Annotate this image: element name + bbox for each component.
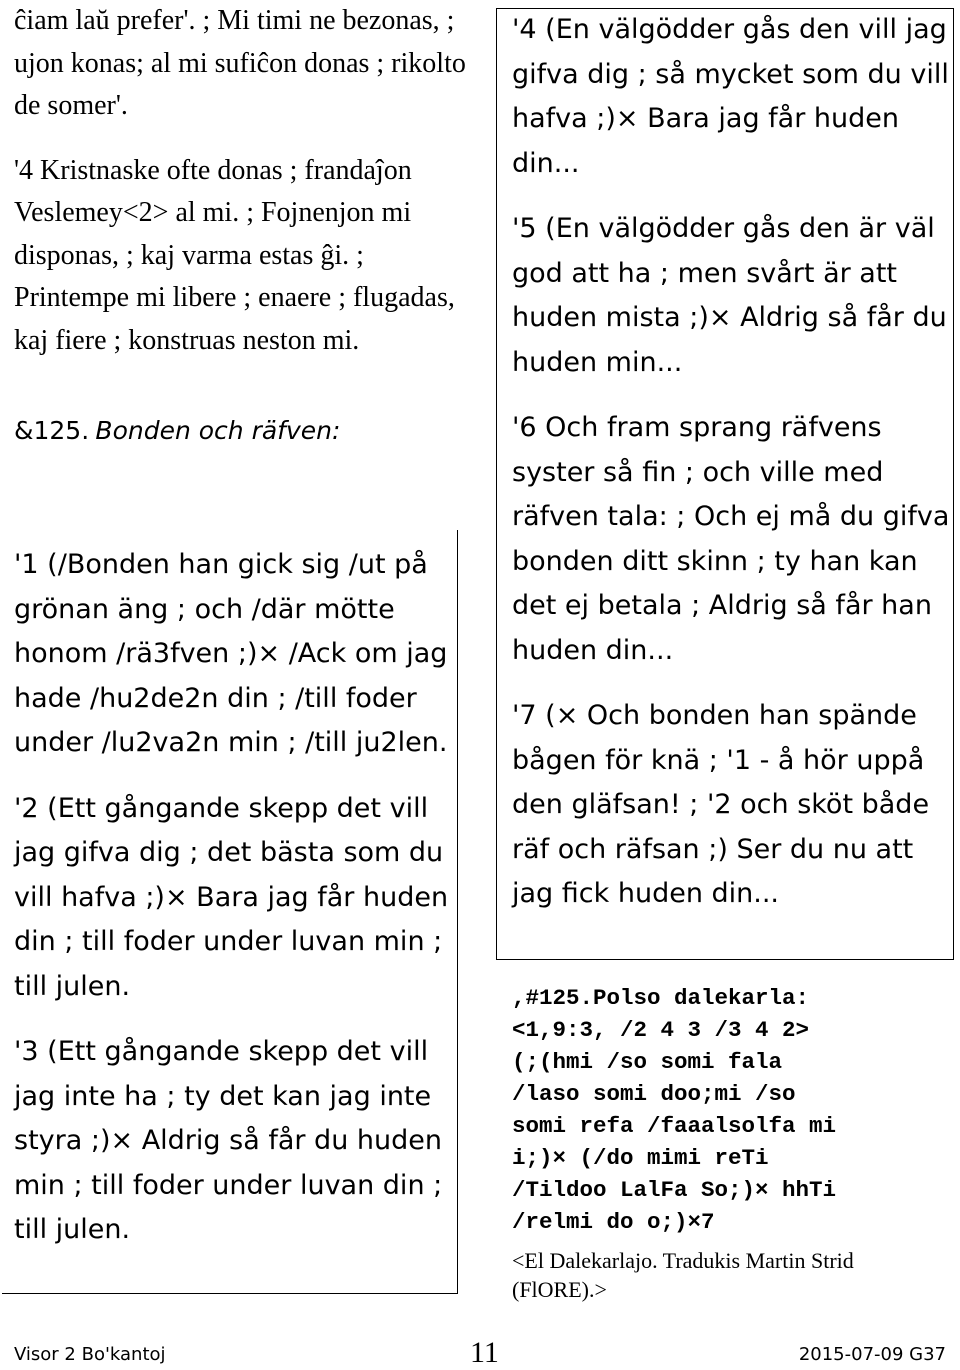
verse: '6 Och fram sprang räfvens syster så fin ; och ville med räfven tala: ; Och ej må du gifva bonden ditt skinn ; ty han kan det ej betala ; Aldrig så får han huden din... — [512, 412, 950, 666]
verse: '5 (En välgödder gås den är väl god att ha ; men svårt är att huden mista ;)× Aldrig så får du huden min... — [512, 213, 947, 378]
song-heading — [14, 414, 484, 449]
verse: '2 (Ett gångande skepp det vill jag gifva dig ; det bästa som du vill hafva ;)× Bara jag får huden din ; till foder under luvan min ; till julen. — [14, 792, 449, 1002]
notation-line: ,#125.Polso dalekarla: — [512, 985, 810, 1011]
intro-paragraph: ĉiam laŭ prefer'. ; Mi timi ne bezonas, ; ujon konas; al mi sufiĉon donas ; rikolto de somer'. — [14, 5, 466, 121]
page-number: 11 — [470, 1336, 499, 1369]
notation-line: /laso somi doo;mi /so — [512, 1081, 796, 1107]
music-notation — [512, 982, 952, 1238]
verse: '1 (/Bonden han gick sig /ut på grönan äng ; och /där mötte honom /rä3fven ;)× /Ack om jag hade /hu2de2n din ; /till foder under /lu2va2n min ; /till ju2len. — [14, 549, 448, 758]
notation-line: somi refa /faaalsolfa mi — [512, 1113, 837, 1139]
notation-line: (;(hmi /so somi fala — [512, 1049, 783, 1075]
left-verses — [14, 543, 454, 1253]
footer-book-title: Visor 2 Bo'kantoj — [14, 1344, 166, 1365]
verse: '7 (× Och bonden han spände bågen för knä ; '1 - å hör uppå den gläfsan! ; '2 och sköt både räf och räfsan ;) Ser du nu att jag fick huden din... — [512, 700, 930, 909]
translation-credit: <El Dalekarlajo. Tradukis Martin Strid (FlORE).> — [512, 1248, 854, 1302]
verse: '4 (En välgödder gås den vill jag gifva dig ; så mycket som du vill hafva ;)× Bara jag får huden din... — [512, 14, 949, 179]
notation-line: /Tildoo LalFa So;)× hhTi — [512, 1177, 837, 1203]
notation-line: <1,9:3, /2 4 3 /3 4 2> — [512, 1017, 810, 1043]
page-footer — [0, 1336, 960, 1369]
intro-column — [14, 0, 484, 449]
verse: '3 (Ett gångande skepp det vill jag inte ha ; ty det kan jag inte styra ;)× Aldrig så får du huden min ; till foder under luvan din ; till julen. — [14, 1036, 443, 1245]
footer-date: 2015-07-09 G37 — [798, 1344, 946, 1365]
song-title: Bonden och räfven: — [95, 416, 341, 445]
right-verses — [512, 8, 952, 917]
song-number: &125. — [14, 416, 90, 445]
notation-line: i;)× (/do mimi reTi — [512, 1145, 769, 1171]
intro-paragraph: '4 Kristnaske ofte donas ; frandaĵon Veslemey<2> al mi. ; Fojnenjon mi disponas, ; kaj varma estas ĝi. ; Printempe mi libere ; enaere ; flugadas, kaj fiere ; konstruas neston mi. — [14, 154, 455, 356]
notation-line: /relmi do o;)×7 — [512, 1209, 715, 1235]
